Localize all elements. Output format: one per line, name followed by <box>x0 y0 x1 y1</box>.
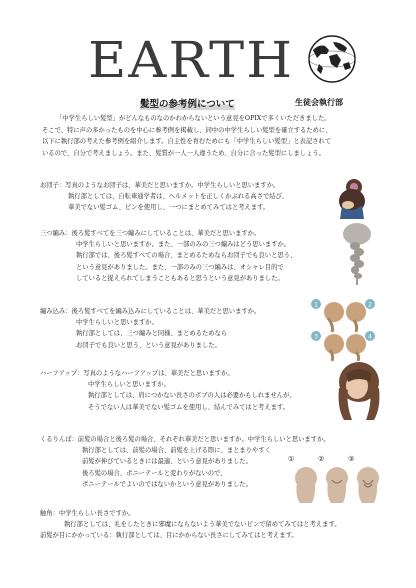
section-line: ハーフアップ：写真のようなハーフアップは、華美だと思いますか。 <box>40 370 234 377</box>
section-line: お団子：写真のようなお団子は、華美だと思いますか。中学生らしいと思いますか。 <box>40 182 280 189</box>
kururinpa-illustration <box>292 464 384 504</box>
section-line: 執行部としては、前髪の場合、前髪を上げる際に、まとまりやすく <box>82 447 271 455</box>
intro-line: いるので、自分で考えましょう。また、髪質が一人一人違うため、自分に合った髪型にしましょう。 <box>42 149 325 157</box>
section-line: 触角：中学生らしい長さですか。 <box>40 510 135 517</box>
article-subtitle: 髪型の参考例について <box>140 96 235 110</box>
halfup-photo <box>336 360 382 422</box>
intro-line: 以下に執行部の考えた参考例を紹介します。自主性を育むためにも「中学生らしい髪型」と表記されて <box>42 138 332 145</box>
section-fureai <box>40 508 341 542</box>
step-number: ③ <box>348 455 355 463</box>
section-line: ポニーテールでよいのではないかという意見がありました。 <box>82 480 252 488</box>
intro-line: 「中学生らしい髪型」がどんなものなのかわからないという意見をOPIXで多くいただきました。 <box>56 115 331 122</box>
section-line: 執行部としては、礼をしたときに邪魔にならないよう華美でないピンで留めてみてはと考えます。 <box>64 521 341 529</box>
mitsuami-photo <box>336 222 378 286</box>
section-mitsuami <box>40 228 296 284</box>
globe-icon <box>307 34 357 84</box>
section-line: 中学生らしいと思いますか。 <box>88 381 170 389</box>
section-line: していると捉えられてしまうこともあると思うという意見がありました。 <box>76 274 284 282</box>
section-line: 執行部としては、自転車通学者は、ヘルメットを正しくかぶれる高さで結び、 <box>68 193 288 201</box>
section-line: 編み込み：後ろ髪すべてを編み込みにしていることは、華美だと思いますか。 <box>40 308 261 315</box>
section-amikomi <box>40 306 260 351</box>
section-line: 華美でない髪ゴム、ピンを使用し、一つにまとめてみてはと考えます。 <box>68 204 270 212</box>
step-number: ② <box>318 455 325 463</box>
section-line: 三つ編み：後ろ髪すべてを三つ編みにしていることは、華美だと思いますか。 <box>40 230 261 237</box>
svg-text:3: 3 <box>314 333 318 341</box>
amikomi-illustration <box>304 296 384 362</box>
section-line: くるりんぱ：前髪の場合と後ろ髪の場合、それぞれ華美だと思いますか。中学生らしいと思いますか。 <box>40 436 330 443</box>
section-line: 執行部としては、肩につかない長さのボブの人は必要かもしれませんが、 <box>88 392 296 400</box>
svg-text:2: 2 <box>368 301 372 309</box>
section-line: 前髪が伸びているときには最適、という意見がありました。 <box>82 458 253 466</box>
section-line: 執行部としては、三つ編みと同様、まとめるためなら <box>76 330 228 338</box>
section-line: 後ろ髪の場合、ポニーテールと変わりがないので、 <box>82 469 227 477</box>
odango-photo <box>328 175 376 223</box>
section-line: という意見がありました。また、一部のみの三つ編みは、オシャレ目的で <box>76 263 284 271</box>
section-kururinpa <box>40 434 330 490</box>
step-number: ① <box>288 455 295 463</box>
section-line: 執行部では、後ろ髪すべての場合、まとめるためならお団子でも良いと思う、 <box>76 252 297 260</box>
section-line: お団子でも良いと思う、という意見がありました。 <box>76 341 221 349</box>
intro-line: そこで、特に声の多かったものを中心に参考例を掲載し、同中の中学生らしい髪型を確立するために、 <box>42 126 332 134</box>
author-label: 生徒会執行部 <box>295 97 343 107</box>
section-line: そうでない人は華美でない髪ゴムを使用し、結んでみてはと考えます。 <box>88 403 289 411</box>
section-line: 中学生らしいと思いますか。また、一部のみの三つ編みはどう思いますか。 <box>76 241 291 249</box>
intro-paragraph <box>42 113 382 159</box>
svg-text:4: 4 <box>368 333 372 341</box>
section-halfup <box>40 368 296 413</box>
section-line: 中学生らしいと思いますか。 <box>76 319 158 327</box>
svg-text:1: 1 <box>314 301 318 309</box>
section-line: 前髪が目にかかっている：執行部としては、目にかからない長さにしてみてはと考えます。 <box>40 532 298 540</box>
section-odango <box>40 180 288 214</box>
newsletter-title: EARTH <box>88 31 295 89</box>
